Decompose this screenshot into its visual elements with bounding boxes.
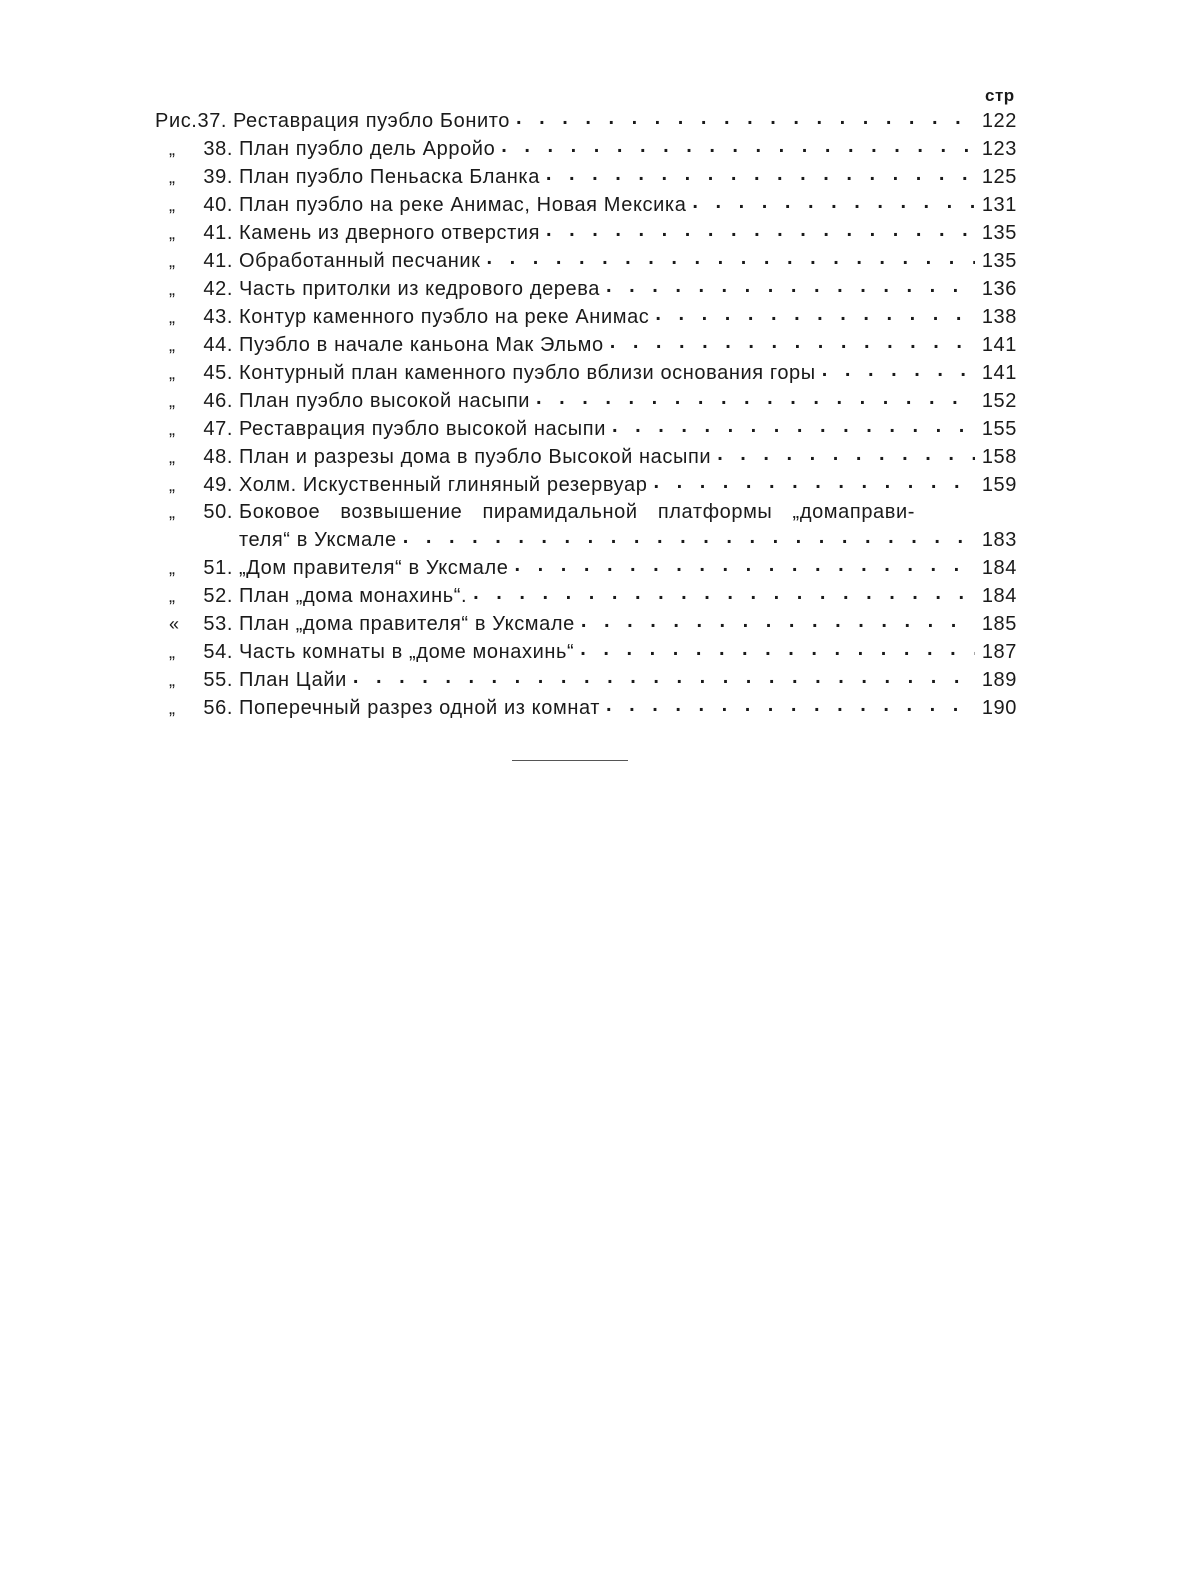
entry-title: Реставрация пуэбло высокой насыпи bbox=[239, 418, 606, 440]
dot-leader bbox=[403, 526, 975, 546]
dot-leader bbox=[653, 471, 975, 491]
entry-number: 49. bbox=[203, 474, 233, 496]
entry-prefix: „ bbox=[169, 167, 176, 187]
list-item bbox=[155, 275, 1017, 303]
list-item bbox=[155, 331, 1017, 359]
entry-title: Пуэбло в начале каньона Мак Эльмо bbox=[239, 334, 604, 356]
entry-title: План пуэбло Пеньаска Бланка bbox=[239, 166, 540, 188]
entry-number: 44. bbox=[203, 334, 233, 356]
entry-title: Обработанный песчаник bbox=[239, 250, 481, 272]
entry-title-line-1: Боковое возвышение пирамидальной платформы „домаправи- bbox=[239, 501, 916, 523]
dot-leader bbox=[501, 135, 975, 155]
entry-prefix: „ bbox=[169, 335, 176, 355]
entry-prefix: „ bbox=[169, 642, 176, 662]
dot-leader bbox=[580, 638, 975, 658]
page-column-label: стр bbox=[985, 86, 1015, 105]
entry-page: 136 bbox=[981, 278, 1017, 300]
entry-prefix: « bbox=[169, 614, 180, 634]
dot-leader bbox=[546, 219, 975, 239]
dot-leader bbox=[610, 331, 975, 351]
dot-leader bbox=[655, 303, 975, 323]
list-item bbox=[155, 135, 1017, 163]
entry-number: 54. bbox=[203, 641, 233, 663]
entry-page: 138 bbox=[981, 306, 1017, 328]
list-item bbox=[155, 359, 1017, 387]
entry-prefix: „ bbox=[169, 251, 176, 271]
entry-page: 135 bbox=[981, 222, 1017, 244]
entry-prefix: „ bbox=[169, 279, 176, 299]
dot-leader bbox=[353, 666, 975, 686]
entry-prefix: „ bbox=[169, 475, 176, 495]
dot-leader bbox=[606, 275, 975, 295]
dot-leader bbox=[473, 582, 975, 602]
entry-title: Контурный план каменного пуэбло вблизи основания горы bbox=[239, 362, 816, 384]
entry-title: Поперечный разрез одной из комнат bbox=[239, 697, 601, 719]
end-separator-rule bbox=[512, 760, 628, 763]
entry-page: 122 bbox=[981, 110, 1017, 132]
list-item bbox=[155, 471, 1017, 499]
entry-title: Контур каменного пуэбло на реке Анимас bbox=[239, 306, 650, 328]
entry-prefix: „ bbox=[169, 363, 176, 383]
entry-prefix: Рис.37. bbox=[155, 110, 228, 132]
dot-leader bbox=[581, 610, 975, 630]
list-item bbox=[155, 638, 1017, 666]
entry-number: 56. bbox=[203, 697, 233, 719]
entry-title: План пуэбло высокой насыпи bbox=[239, 390, 531, 412]
entry-title: План и разрезы дома в пуэбло Высокой насыпи bbox=[239, 446, 712, 468]
list-item bbox=[155, 219, 1017, 247]
entry-page: 190 bbox=[981, 697, 1017, 719]
entry-title: План пуэбло на реке Анимас, Новая Мексика bbox=[239, 194, 687, 216]
entry-number: 41. bbox=[203, 250, 233, 272]
entry-prefix: „ bbox=[169, 139, 176, 159]
entry-number: 45. bbox=[203, 362, 233, 384]
entry-title: „Дом правителя“ в Уксмале bbox=[239, 557, 509, 579]
entry-body bbox=[239, 499, 1017, 554]
list-item-multiline bbox=[155, 499, 1017, 554]
entry-page: 152 bbox=[981, 390, 1017, 412]
list-item bbox=[155, 554, 1017, 582]
entry-page: 125 bbox=[981, 166, 1017, 188]
entry-page: 187 bbox=[981, 641, 1017, 663]
figure-list bbox=[155, 107, 1017, 722]
list-item bbox=[155, 387, 1017, 415]
entry-title: План „дома правителя“ в Уксмале bbox=[239, 613, 575, 635]
entry-number: 42. bbox=[203, 278, 233, 300]
list-item bbox=[155, 443, 1017, 471]
entry-page: 155 bbox=[981, 418, 1017, 440]
entry-prefix: „ bbox=[169, 698, 176, 718]
entry-prefix: „ bbox=[169, 391, 176, 411]
list-item bbox=[155, 415, 1017, 443]
entry-title: План пуэбло дель Арройо bbox=[239, 138, 496, 160]
entry-number: 47. bbox=[203, 418, 233, 440]
entry-page: 158 bbox=[981, 446, 1017, 468]
entry-title: Камень из дверного отверстия bbox=[239, 222, 541, 244]
entry-page: 185 bbox=[981, 613, 1017, 635]
entry-page: 184 bbox=[981, 557, 1017, 579]
entry-prefix: „ bbox=[169, 447, 176, 467]
list-item bbox=[155, 303, 1017, 331]
entry-title: Часть притолки из кедрового дерева bbox=[239, 278, 600, 300]
entry-page: 183 bbox=[981, 529, 1017, 551]
list-item bbox=[155, 582, 1017, 610]
dot-leader bbox=[717, 443, 975, 463]
list-item bbox=[155, 247, 1017, 275]
list-item bbox=[155, 163, 1017, 191]
entry-prefix: „ bbox=[169, 502, 176, 522]
entry-number: 39. bbox=[203, 166, 233, 188]
entry-number: 43. bbox=[203, 306, 233, 328]
entry-page: 184 bbox=[981, 585, 1017, 607]
entry-number: 53. bbox=[203, 613, 233, 635]
entry-page: 123 bbox=[981, 138, 1017, 160]
entry-prefix: „ bbox=[169, 670, 176, 690]
entry-prefix: „ bbox=[169, 307, 176, 327]
entry-title: Реставрация пуэбло Бонито bbox=[233, 110, 510, 132]
dot-leader bbox=[514, 554, 975, 574]
entry-title-line-2 bbox=[239, 526, 1017, 554]
dot-leader bbox=[546, 163, 975, 183]
entry-page: 135 bbox=[981, 250, 1017, 272]
entry-number: 51. bbox=[203, 557, 233, 579]
list-item bbox=[155, 191, 1017, 219]
dot-leader bbox=[692, 191, 975, 211]
entry-number: 41. bbox=[203, 222, 233, 244]
entry-page: 189 bbox=[981, 669, 1017, 691]
entry-page: 131 bbox=[981, 194, 1017, 216]
entry-prefix: „ bbox=[169, 586, 176, 606]
entry-prefix: „ bbox=[169, 223, 176, 243]
dot-leader bbox=[612, 415, 975, 435]
entry-prefix: „ bbox=[169, 419, 176, 439]
entry-title: Холм. Искуственный глиняный резервуар bbox=[239, 474, 648, 496]
entry-number: 52. bbox=[203, 585, 233, 607]
entry-number: 48. bbox=[203, 446, 233, 468]
dot-leader bbox=[487, 247, 976, 267]
entry-number: 55. bbox=[203, 669, 233, 691]
entry-title: теля“ в Уксмале bbox=[239, 529, 397, 551]
entry-prefix: „ bbox=[169, 195, 176, 215]
list-item bbox=[155, 107, 1017, 135]
list-item bbox=[155, 694, 1017, 722]
entry-number: 40. bbox=[203, 194, 233, 216]
entry-number: 50. bbox=[203, 501, 233, 523]
entry-page: 141 bbox=[981, 334, 1017, 356]
dot-leader bbox=[606, 694, 975, 714]
list-item bbox=[155, 666, 1017, 694]
entry-page: 159 bbox=[981, 474, 1017, 496]
dot-leader bbox=[516, 107, 975, 127]
list-item bbox=[155, 610, 1017, 638]
entry-title: Часть комнаты в „доме монахинь“ bbox=[239, 641, 575, 663]
entry-number: 46. bbox=[203, 390, 233, 412]
dot-leader bbox=[822, 359, 975, 379]
dot-leader bbox=[536, 387, 975, 407]
entry-prefix: „ bbox=[169, 558, 176, 578]
entry-title: План Цайи bbox=[239, 669, 347, 691]
entry-number: 38. bbox=[203, 138, 233, 160]
entry-title: План „дома монахинь“. bbox=[239, 585, 468, 607]
entry-page: 141 bbox=[981, 362, 1017, 384]
